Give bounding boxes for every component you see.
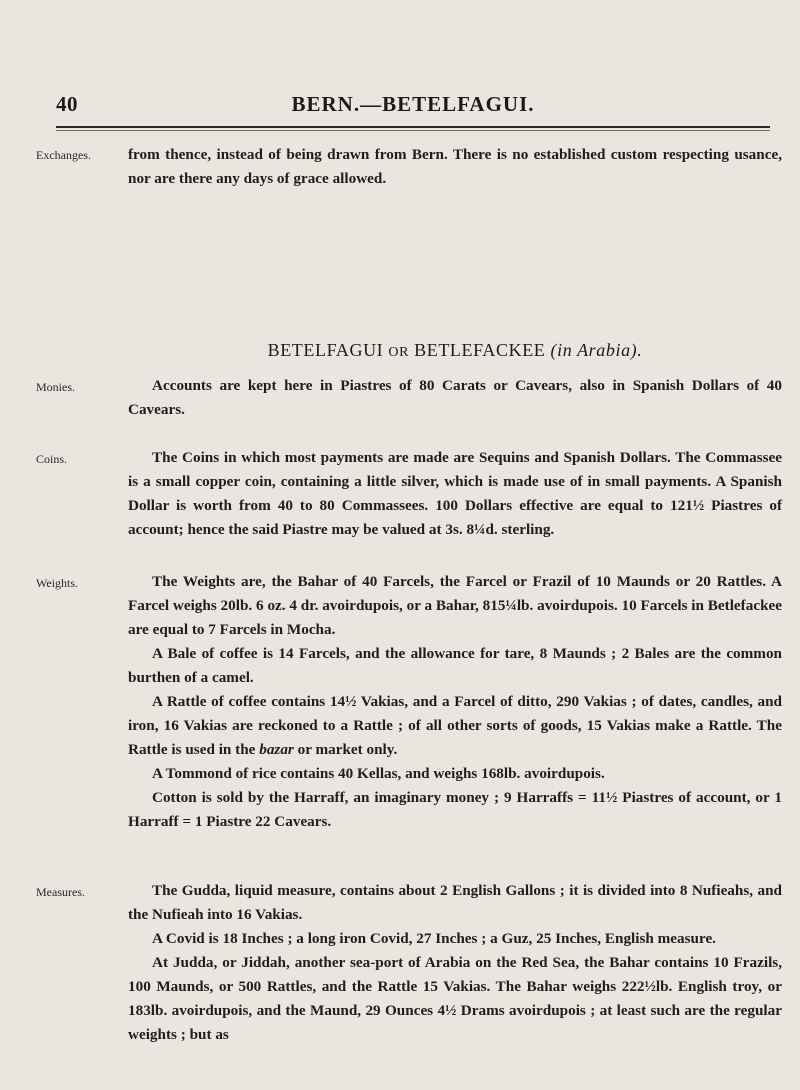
monies-text: Accounts are kept here in Piastres of 80 Carats or Cavears, also in Spanish Dollars of 40 Cavears. (128, 377, 782, 418)
weights-p3 (128, 690, 782, 762)
margin-note-weights: Weights. (36, 576, 79, 590)
weights-p3-em: bazar (259, 741, 294, 758)
measures-p1: The Gudda, liquid measure, contains about 2 English Gallons ; it is divided into 8 Nufieahs, and the Nufieah into 16 Vakias. (128, 882, 782, 923)
weights-p3-b: or market only. (297, 741, 398, 758)
header-rule-thin (56, 130, 770, 131)
coins-paragraph (128, 446, 782, 542)
section-title-alt: BETLEFACKEE (414, 340, 546, 360)
margin-note-monies: Monies. (36, 380, 75, 394)
weights-p4: A Tommond of rice contains 40 Kellas, and weighs 168lb. avoirdupois. (152, 765, 605, 782)
margin-note-measures: Measures. (36, 885, 85, 899)
measures-p3: At Judda, or Jiddah, another sea-port of Arabia on the Red Sea, the Bahar contains 10 Frazils, 100 Maunds, or 500 Rattles, and the Rattle 15 Vakias. The Bahar weighs 222½lb. English troy, or 183lb. avoirdupois, and the Maund, 29 Ounces 4½ Drams avoirdupois ; at least such are the regular weights ; but as (128, 954, 782, 1043)
coins-text: The Coins in which most payments are made are Sequins and Spanish Dollars. The Commassee is a small copper coin, containing a little silver, which is made use of in small payments. A Spanish Dollar is worth from 40 to 80 Commassees. 100 Dollars effective are equal to 121½ Piastres of account; hence the said Piastre may be valued at 3s. 8¼d. sterling. (128, 449, 782, 538)
measures-p2: A Covid is 18 Inches ; a long iron Covid, 27 Inches ; a Guz, 25 Inches, English measure. (152, 930, 716, 947)
section-title-region: (in Arabia). (550, 340, 643, 360)
weights-p3-a: A Rattle of coffee contains 14½ Vakias, and a Farcel of ditto, 290 Vakias ; of dates, candles, and iron, 16 Vakias are reckoned to a Rattle ; of all other sorts of goods, 15 Vakias make a Rattle. The Rattle is used in the (128, 693, 782, 758)
margin-note-exchanges: Exchanges. (36, 148, 91, 162)
page-number: 40 (56, 92, 78, 116)
exchanges-paragraph (128, 143, 782, 191)
measures-section (128, 879, 782, 1047)
header-rule (56, 126, 770, 128)
weights-p5: Cotton is sold by the Harraff, an imaginary money ; 9 Harraffs = 11½ Piastres of account, or 1 Harraff = 1 Piastre 22 Cavears. (128, 789, 782, 830)
weights-p1: The Weights are, the Bahar of 40 Farcels, the Farcel or Frazil of 10 Maunds or 20 Rattles. A Farcel weighs 20lb. 6 oz. 4 dr. avoirdupois, or a Bahar, 815¼lb. avoirdupois. 10 Farcels in Betlefackee are equal to 7 Farcels in Mocha. (128, 573, 782, 638)
weights-p2: A Bale of coffee is 14 Farcels, and the allowance for tare, 8 Maunds ; 2 Bales are the common burthen of a camel. (128, 645, 782, 686)
section-title-or: OR (388, 345, 410, 360)
section-title (128, 340, 782, 361)
section-title-main: BETELFAGUI (267, 340, 384, 360)
weights-section (128, 570, 782, 834)
monies-paragraph (128, 374, 782, 422)
page-header (56, 92, 770, 122)
margin-note-coins: Coins. (36, 452, 68, 466)
exchanges-text: from thence, instead of being drawn from Bern. There is no established custom respecting usance, nor are there any days of grace allowed. (128, 146, 782, 187)
running-head: BERN.—BETELFAGUI. (291, 92, 535, 116)
